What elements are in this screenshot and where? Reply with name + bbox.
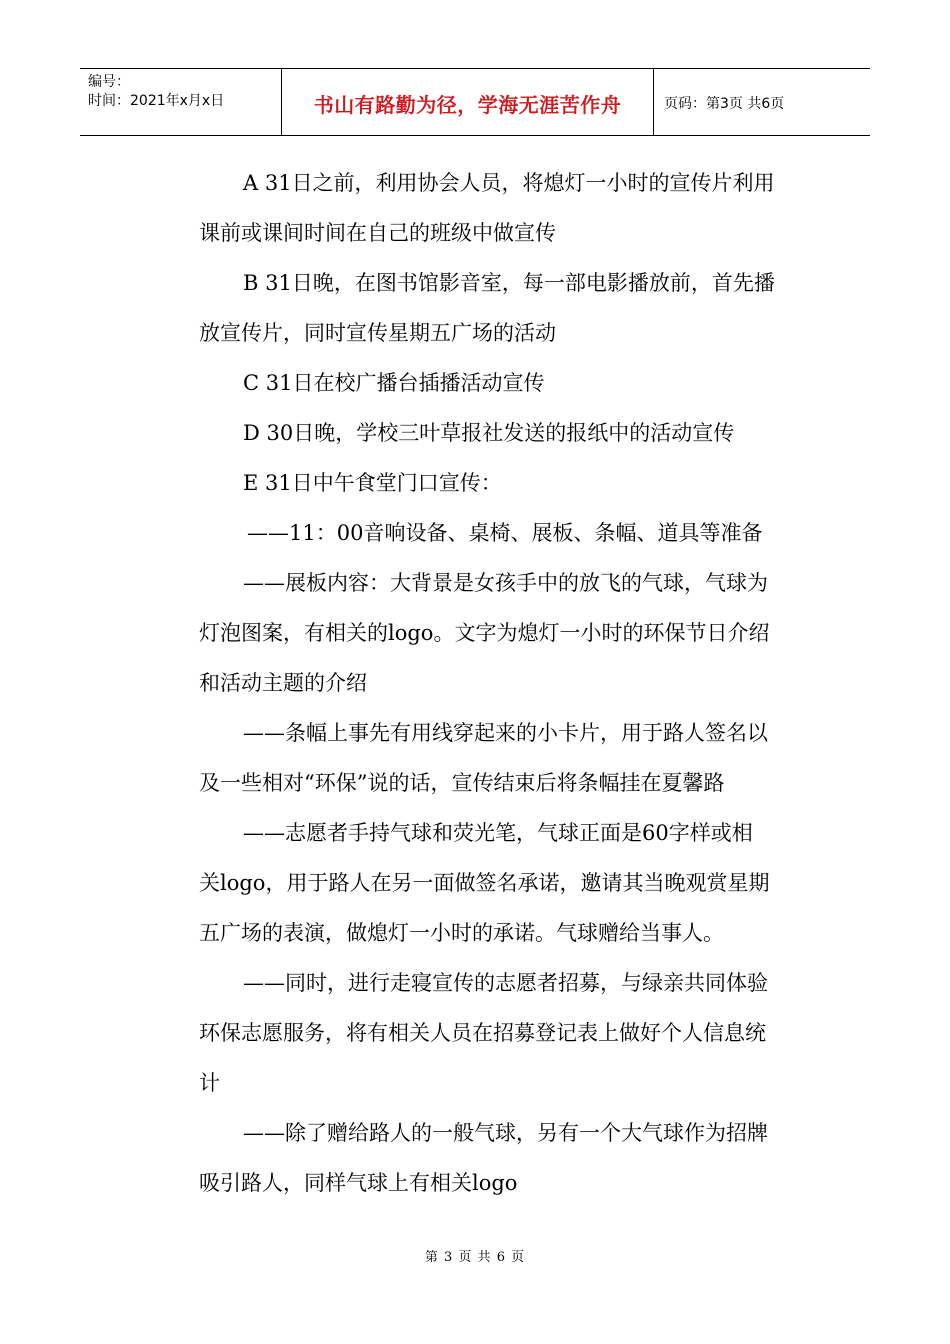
body-line: 计 [199,1071,220,1095]
body-line: ——同时，进行走寝宣传的志愿者招募，与绿亲共同体验 [243,971,768,995]
body-line: C 31日在校广播台插播活动宣传 [243,371,545,395]
body-line: 课前或课间时间在自己的班级中做宣传 [199,221,556,245]
body-line: ——11：00音响设备、桌椅、展板、条幅、道具等准备 [247,521,763,545]
body-line: B 31日晚，在图书馆影音室，每一部电影播放前，首先播 [243,271,775,295]
header-meta [80,69,282,135]
page-footer: 第 3 页 共 6 页 [424,1250,526,1265]
body-line: 及一些相对“环保”说的话，宣传结束后将条幅挂在夏馨路 [199,771,725,795]
body-line: 环保志愿服务，将有相关人员在招募登记表上做好个人信息统 [199,1021,766,1045]
body-line: A 31日之前，利用协会人员，将熄灯一小时的宣传片利用 [243,171,775,195]
document-date-label: 时间：2021年x月x日 [88,93,225,109]
body-line: ——除了赠给路人的一般气球，另有一个大气球作为招牌 [243,1121,768,1145]
body-line: D 30日晚，学校三叶草报社发送的报纸中的活动宣传 [243,421,735,445]
body-line: 吸引路人，同样气球上有相关logo [199,1171,518,1195]
body-line: E 31日中午食堂门口宣传： [243,471,502,495]
header-motto: 书山有路勤为径，学海无涯苦作舟 [282,69,654,135]
header-page-info: 页码：第3页 共6页 [664,96,785,112]
body-line: ——条幅上事先有用线穿起来的小卡片，用于路人签名以 [243,721,768,745]
document-body [199,158,811,1208]
body-line: 放宣传片，同时宣传星期五广场的活动 [199,321,556,345]
body-line: 关logo，用于路人在另一面做签名承诺，邀请其当晚观赏星期 [199,871,770,895]
document-number-label: 编号： [88,74,130,90]
body-line: 和活动主题的介绍 [199,671,367,695]
body-line: ——展板内容：大背景是女孩手中的放飞的气球，气球为 [243,571,768,595]
page-header [80,68,870,136]
body-line: ——志愿者手持气球和荧光笔，气球正面是60字样或相 [243,821,753,845]
body-line: 灯泡图案，有相关的logo。文字为熄灯一小时的环保节日介绍 [199,621,770,645]
body-line: 五广场的表演，做熄灯一小时的承诺。气球赠给当事人。 [199,921,724,945]
